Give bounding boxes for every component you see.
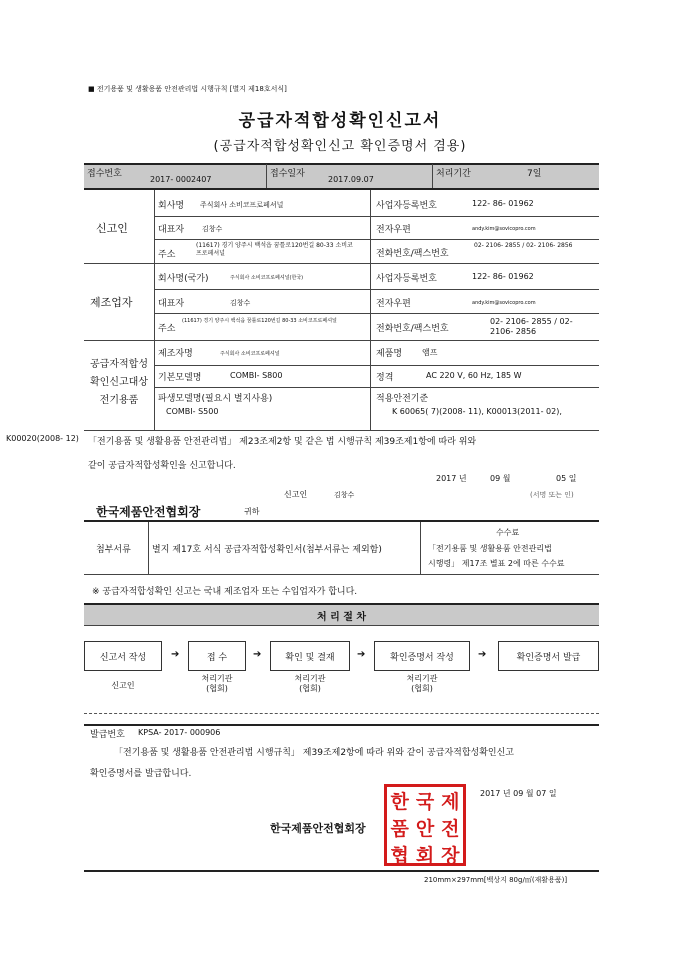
- issuer: 한국제품안전협회장: [270, 822, 366, 835]
- declarant-phone-label: 전화번호/팩스번호: [376, 249, 449, 259]
- manufacturer-biz-value: 122- 86- 01962: [472, 272, 534, 281]
- issuance-no-label: 발급번호: [90, 730, 125, 740]
- actor-2: 처리기관: [294, 674, 326, 683]
- manufacturer-addr-label: 주소: [158, 324, 176, 334]
- actor-2-sub: (협회): [299, 684, 321, 693]
- product-maker-value: 주식회사 소비코프로페셔널: [220, 351, 280, 357]
- arrow-4-icon: ➔: [478, 649, 487, 660]
- footer-paper-spec: 210mm×297mm[백상지 80g/㎡(재활용품)]: [424, 876, 568, 884]
- attachments-label: 첨부서류: [96, 545, 131, 555]
- arrow-2-icon: ➔: [253, 649, 262, 660]
- receipt-date-label: 접수일자: [270, 169, 305, 179]
- addressee: 한국제품안전협회장: [96, 505, 201, 519]
- actor-1-sub: (협회): [206, 684, 228, 693]
- declarant-rep-value: 김창수: [202, 225, 223, 233]
- statement-year: 2017 년: [436, 474, 467, 483]
- fee-line-2: 시행령」 제17조 별표 2에 따른 수수료: [428, 559, 565, 568]
- declarant-addr-value: (11617) 경기 양주시 백석읍 꿈틀로120번길 80-33 소비코프로페셔널: [196, 242, 353, 257]
- product-rating-value: AC 220 V, 60 Hz, 185 W: [426, 371, 522, 380]
- addressee-suffix: 귀하: [244, 507, 260, 516]
- declarant-phone-value: 02- 2106- 2855 / 02- 2106- 2856: [474, 242, 573, 249]
- form-reference: ■ 전기용품 및 생활용품 안전관리법 시행규칙 [별지 제18호서식]: [88, 85, 287, 93]
- statement-line-1: 「전기용품 및 생활용품 안전관리법」 제23조제2항 및 같은 법 시행규칙 제39조제1항에 따라 위와: [88, 437, 477, 447]
- receipt-period-label: 처리기간: [436, 169, 471, 179]
- document-subtitle: (공급자적합성확인신고 확인증명서 겸용): [213, 139, 467, 154]
- step-receive: 접 수: [188, 641, 246, 671]
- product-section-label-3: 전기용품: [99, 395, 139, 406]
- declarant-email-label: 전자우편: [376, 225, 411, 235]
- actor-1: 처리기관: [201, 674, 233, 683]
- statement-day: 05 일: [556, 474, 577, 483]
- arrow-1-icon: ➔: [171, 649, 180, 660]
- receipt-no-value: 2017- 0002407: [150, 175, 212, 184]
- product-model-label: 기본모델명: [158, 373, 202, 383]
- issuance-line-2: 확인증명서를 발급합니다.: [90, 769, 192, 779]
- note: ※ 공급자적합성확인 신고는 국내 제조업자 또는 수입업자가 합니다.: [92, 587, 358, 597]
- declarant-addr-label: 주소: [158, 250, 176, 260]
- step-approve: 확인 및 결재: [270, 641, 350, 671]
- official-seal: 한 국 제 품 안 전 협 회 장: [384, 784, 466, 866]
- product-section-label-2: 확인신고대상: [90, 377, 148, 388]
- declarant-section-label: 신고인: [96, 222, 128, 235]
- issuance-no-value: KPSA- 2017- 000906: [138, 728, 221, 737]
- manufacturer-email-label: 전자우편: [376, 299, 411, 309]
- manufacturer-rep-label: 대표자: [158, 299, 185, 309]
- product-rating-label: 정격: [376, 373, 394, 383]
- actor-3-sub: (협회): [411, 684, 433, 693]
- declarant-email-value: andy.kim@sovicopro.com: [472, 226, 536, 232]
- cut-line: [84, 713, 599, 714]
- arrow-3-icon: ➔: [357, 649, 366, 660]
- manufacturer-addr-value: (11617) 경기 양주시 백석읍 꿈틀로120번길 80-33 소비코프로페셔널: [182, 318, 337, 324]
- signer-label: 신고인: [284, 490, 308, 499]
- sign-note: (서명 또는 인): [530, 491, 574, 499]
- step-certificate-write: 확인증명서 작성: [374, 641, 470, 671]
- declarant-biz-label: 사업자등록번호: [376, 201, 437, 211]
- manufacturer-phone-label: 전화번호/팩스번호: [376, 324, 449, 334]
- actor-0: 신고인: [111, 681, 135, 690]
- attachments-value: 별지 제17호 서식 공급자적합성확인서(첨부서류는 제외함): [152, 545, 382, 555]
- manufacturer-company-value: 주식회사 소비코프로페셔널(한국): [230, 275, 304, 281]
- fee-line-1: 「전기용품 및 생활용품 안전관리법: [428, 544, 552, 553]
- statement-prefix: K00020(2008- 12): [6, 434, 79, 443]
- product-section-label: [84, 356, 154, 410]
- manufacturer-company-label: 회사명(국가): [158, 274, 209, 284]
- signer-value: 김창수: [334, 491, 355, 499]
- manufacturer-phone-value: 02- 2106- 2855 / 02- 2106- 2856: [490, 317, 573, 336]
- product-name-value: 앰프: [422, 348, 438, 357]
- statement-month: 09 월: [490, 474, 511, 483]
- product-section-label-1: 공급자적합성: [90, 359, 148, 370]
- declarant-company-label: 회사명: [158, 201, 185, 211]
- product-maker-label: 제조자명: [158, 349, 193, 359]
- step-write: 신고서 작성: [84, 641, 162, 671]
- step-certificate-issue: 확인증명서 발급: [498, 641, 599, 671]
- manufacturer-section-label: 제조업자: [90, 296, 133, 309]
- declarant-company-value: 주식회사 소비코프로페셔널: [200, 201, 284, 209]
- manufacturer-rep-value: 김창수: [230, 299, 251, 307]
- declarant-biz-value: 122- 86- 01962: [472, 199, 534, 208]
- document-title: 공급자적합성확인신고서: [238, 111, 442, 131]
- issuance-line-1: 「전기용품 및 생활용품 안전관리법 시행규칙」 제39조제2항에 따라 위와 같이 공급자적합성확인신고: [114, 748, 514, 758]
- product-name-label: 제품명: [376, 349, 403, 359]
- product-model-value: COMBI- S800: [230, 371, 283, 380]
- product-std-label: 적용안전기준: [376, 394, 429, 404]
- receipt-period-value: 7일: [527, 169, 542, 179]
- fee-label: 수수료: [496, 528, 520, 537]
- receipt-date-value: 2017.09.07: [328, 175, 374, 184]
- declarant-rep-label: 대표자: [158, 225, 185, 235]
- product-derived-label: 파생모델명(필요시 별지사용): [158, 394, 273, 404]
- manufacturer-biz-label: 사업자등록번호: [376, 274, 437, 284]
- product-derived-value: COMBI- S500: [166, 407, 219, 416]
- actor-3: 처리기관: [406, 674, 438, 683]
- receipt-no-label: 접수번호: [87, 169, 122, 179]
- statement-line-2: 같이 공급자적합성확인을 신고합니다.: [88, 461, 236, 471]
- issuance-date: 2017 년 09 월 07 일: [480, 789, 557, 798]
- manufacturer-email-value: andy.kim@sovicopro.com: [472, 300, 536, 306]
- product-std-value: K 60065( 7)(2008- 11), K00013(2011- 02),: [392, 407, 562, 416]
- procedure-title: 처 리 절 차: [316, 612, 367, 623]
